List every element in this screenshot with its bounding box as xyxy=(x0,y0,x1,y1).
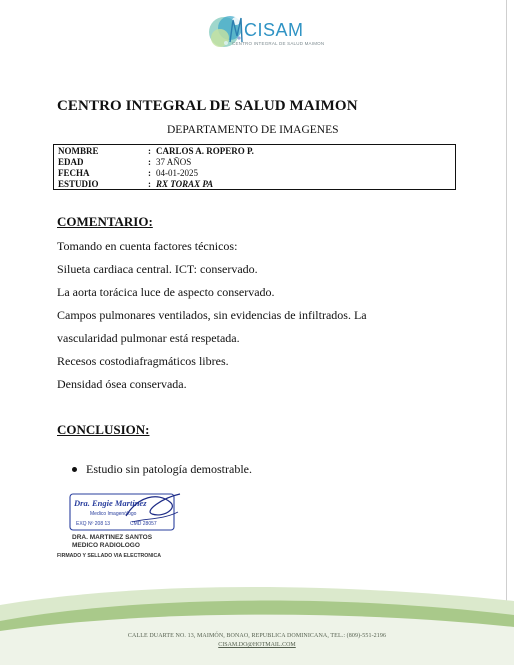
footer-address: CALLE DUARTE NO. 13, MAIMÓN, BONAO, REPUBLICA DOMINICANA, TEL.: (809)-551-2196 xyxy=(127,633,387,639)
info-separator: : xyxy=(148,146,151,156)
doctor-role: MEDICO RADIOLOGO xyxy=(72,542,140,549)
comment-line: Densidad ósea conservada. xyxy=(57,377,187,391)
comment-line: Recesos costodiafragmáticos libres. xyxy=(57,354,229,368)
comment-line: Silueta cardiaca central. ICT: conservado. xyxy=(57,262,258,276)
signature-stamp xyxy=(66,488,186,536)
logo-subtitle: CENTRO INTEGRAL DE SALUD MAIMON xyxy=(232,41,325,46)
info-label: EDAD xyxy=(58,157,84,167)
footer-email[interactable]: CISAM.DO@HOTMAIL.COM xyxy=(218,642,296,648)
logo-wordmark: CISAM xyxy=(244,20,304,40)
comment-line: La aorta torácica luce de aspecto conservado. xyxy=(57,285,275,299)
conclusion-text: Estudio sin patología demostrable. xyxy=(86,462,252,476)
conclusion-heading: CONCLUSION: xyxy=(57,422,150,437)
info-row-nombre xyxy=(58,146,254,156)
info-label: ESTUDIO xyxy=(58,179,99,189)
patient-info-box xyxy=(53,144,456,190)
stamp-name: Dra. Engie Martinez xyxy=(74,498,147,508)
info-row-edad xyxy=(58,157,191,167)
study-type: RX TORAX PA xyxy=(156,179,214,189)
footer-wave xyxy=(0,575,514,665)
comment-line: Tomando en cuenta factores técnicos: xyxy=(57,239,238,253)
bullet-icon xyxy=(72,467,77,472)
info-separator: : xyxy=(148,168,151,178)
info-separator: : xyxy=(148,157,151,167)
signature-block xyxy=(72,534,152,550)
info-label: NOMBRE xyxy=(58,146,99,156)
study-date: 04-01-2025 xyxy=(156,168,198,178)
doctor-name: DRA. MARTINEZ SANTOS xyxy=(72,534,153,541)
comment-line: Campos pulmonares ventilados, sin evidencias de infiltrados. La xyxy=(57,308,367,322)
info-separator: : xyxy=(148,179,151,189)
comment-line: vascularidad pulmonar está respetada. xyxy=(57,331,240,345)
footer-email-line xyxy=(0,642,514,648)
report-title: CENTRO INTEGRAL DE SALUD MAIMON xyxy=(57,98,358,114)
info-row-fecha xyxy=(58,168,198,178)
stamp-title: Medico Imagenólogo xyxy=(90,511,137,517)
info-label: FECHA xyxy=(58,168,90,178)
signature-note: FIRMADO Y SELLADO VIA ELECTRONICA xyxy=(57,553,161,559)
patient-name: CARLOS A. ROPERO P. xyxy=(156,146,254,156)
conclusion-item xyxy=(72,462,252,477)
department-title: DEPARTAMENTO DE IMAGENES xyxy=(167,124,339,136)
stamp-cmd: CMD 28057 xyxy=(130,521,157,527)
stamp-exq: EXQ Nº 208 13 xyxy=(76,521,111,527)
page-edge xyxy=(506,0,507,665)
info-row-estudio xyxy=(58,179,213,189)
comment-heading: COMENTARIO: xyxy=(57,214,153,229)
patient-age: 37 AÑOS xyxy=(156,157,192,167)
